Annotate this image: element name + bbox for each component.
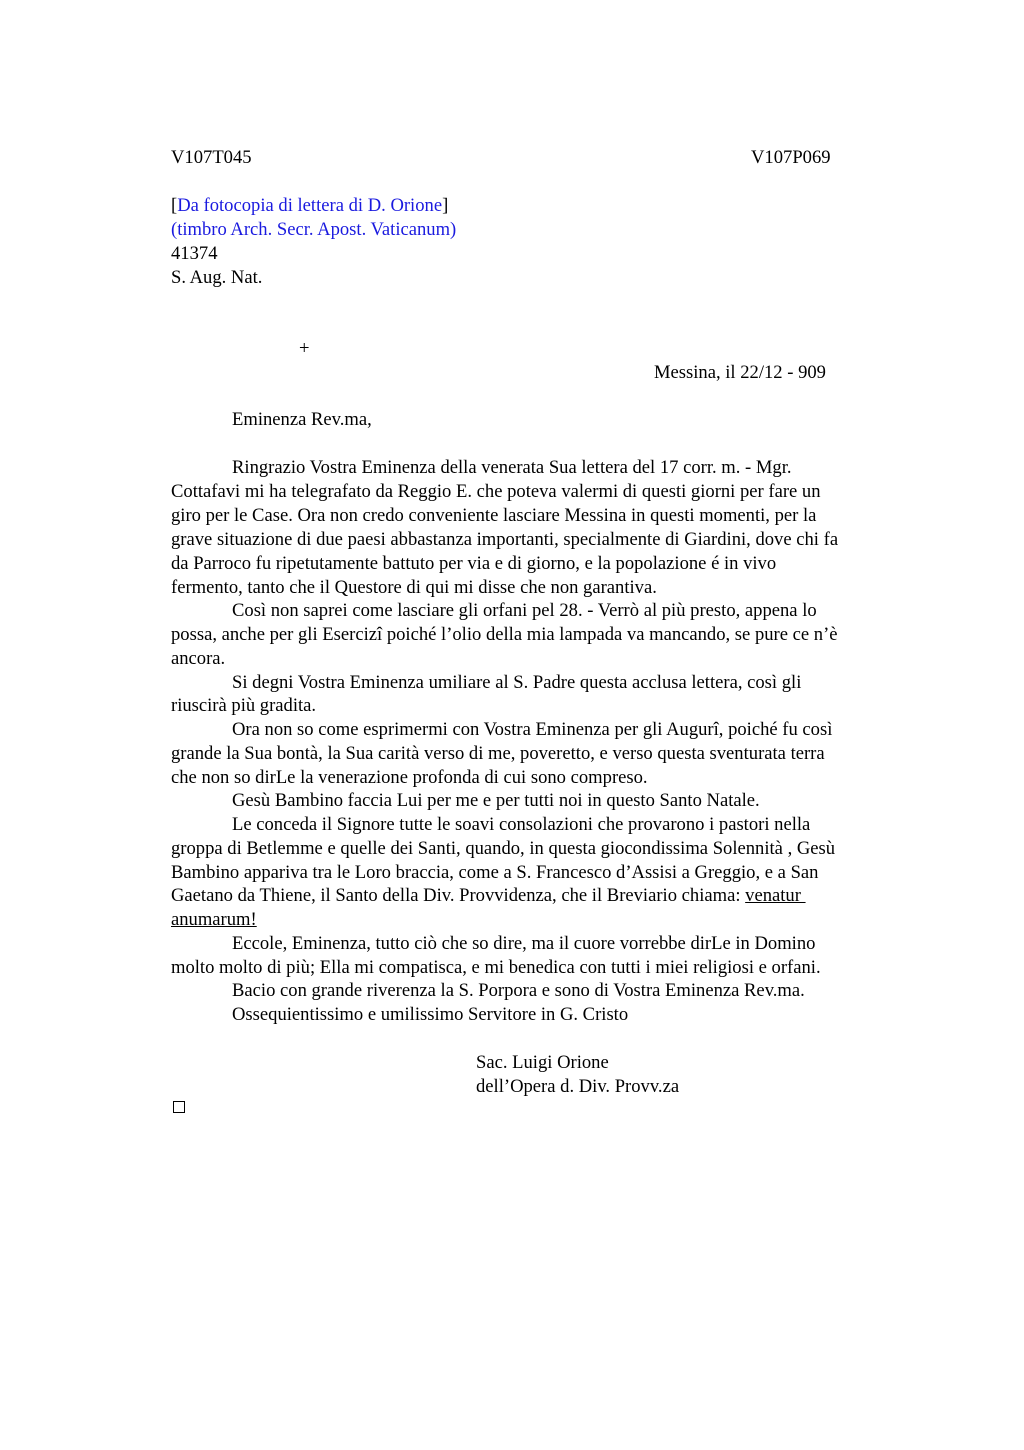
- body-line: riuscirà più gradita.: [171, 695, 317, 716]
- body-line: fermento, tanto che il Questore di qui mi disse che non garantiva.: [171, 577, 657, 598]
- archive-stamp-note: (timbro Arch. Secr. Apost. Vaticanum): [171, 219, 457, 240]
- signature-name: Sac. Luigi Orione: [476, 1052, 609, 1073]
- body-line: molto molto di più; Ella mi compatisca, e mi benedica con tutti i miei religiosi e orfani.: [171, 957, 821, 978]
- body-line: grave situazione di due paesi abbastanza importanti, specialmente di Giardini, dove chi fa: [171, 529, 839, 550]
- cross-symbol: +: [299, 338, 310, 359]
- body-text: Ora non so come esprimermi con Vostra Eminenza per gli Auguri: [232, 719, 719, 740]
- closing-line: Ossequientissimo e umilissimo Servitore in G. Cristo: [232, 1004, 629, 1025]
- dateline: Messina, il 22/12 - 909: [654, 362, 826, 383]
- body-text: possa, anche per gli Esercizi: [171, 624, 383, 645]
- body-line: che non so dirLe la venerazione profonda di cui sono compreso.: [171, 767, 648, 788]
- body-line: groppa di Betlemme e quelle dei Santi, quando, in questa giocondissima Solennità , Gesù: [171, 838, 836, 859]
- body-line: Si degni Vostra Eminenza umiliare al S. Padre questa acclusa lettera, così gli: [232, 672, 802, 693]
- salutation: Eminenza Rev.ma,: [232, 409, 372, 430]
- volume-code-right: V107P069: [751, 147, 831, 168]
- latin-quote: venatur: [745, 885, 806, 906]
- body-line: da Parroco fu ripetutamente battuto per via e di giorno, e la popolazione é in vivo: [171, 553, 777, 574]
- body-line: Bacio con grande riverenza la S. Porpora e sono di Vostra Eminenza Rev.ma.: [232, 980, 805, 1001]
- body-line: grande la Sua bontà, la Sua carità verso di me, poveretto, e verso questa sventurata terra: [171, 743, 825, 764]
- archive-number: 41374: [171, 243, 218, 264]
- body-text: Gaetano da Thiene, il Santo della Div. Provvidenza, che il Breviario chiama:: [171, 885, 746, 906]
- body-line: Bambino appariva tra le Loro braccia, come a S. Francesco d’Assisi a Greggio, e a San: [171, 862, 819, 883]
- empty-box-icon: [173, 1101, 185, 1113]
- body-line: Così non saprei come lasciare gli orfani pel 28. - Verrò al più presto, appena lo: [232, 600, 817, 621]
- source-note-text: Da fotocopia di lettera di D. Orione: [177, 195, 443, 216]
- body-text: poiché l’olio della mia lampada va mancando, se pure ce n’è: [382, 624, 838, 645]
- bracket-close: ]: [442, 195, 449, 216]
- source-note: [171, 194, 448, 218]
- body-line: [171, 623, 838, 647]
- body-text: , poiché fu così: [718, 719, 833, 740]
- body-line: [232, 718, 832, 742]
- archive-reference: S. Aug. Nat.: [171, 267, 263, 288]
- body-line: Ringrazio Vostra Eminenza della venerata Sua lettera del 17 corr. m. - Mgr.: [232, 457, 792, 478]
- body-line: [171, 884, 806, 908]
- body-line: Le conceda il Signore tutte le soavi consolazioni che provarono i pastori nella: [232, 814, 811, 835]
- body-line: Eccole, Eminenza, tutto ciò che so dire, ma il cuore vorrebbe dirLe in Domino: [232, 933, 816, 954]
- body-line: Cottafavi mi ha telegrafato da Reggio E. che poteva valermi di questi giorni per fare un: [171, 481, 821, 502]
- bracket-open: [: [171, 195, 178, 216]
- body-line: giro per le Case. Ora non credo conveniente lasciare Messina in questi momenti, per la: [171, 505, 817, 526]
- latin-quote: anumarum!: [171, 909, 257, 930]
- signature-title: dell’Opera d. Div. Provv.za: [476, 1076, 680, 1097]
- body-line: ancora.: [171, 648, 226, 669]
- body-line: Gesù Bambino faccia Lui per me e per tutti noi in questo Santo Natale.: [232, 790, 760, 811]
- volume-code-left: V107T045: [171, 147, 252, 168]
